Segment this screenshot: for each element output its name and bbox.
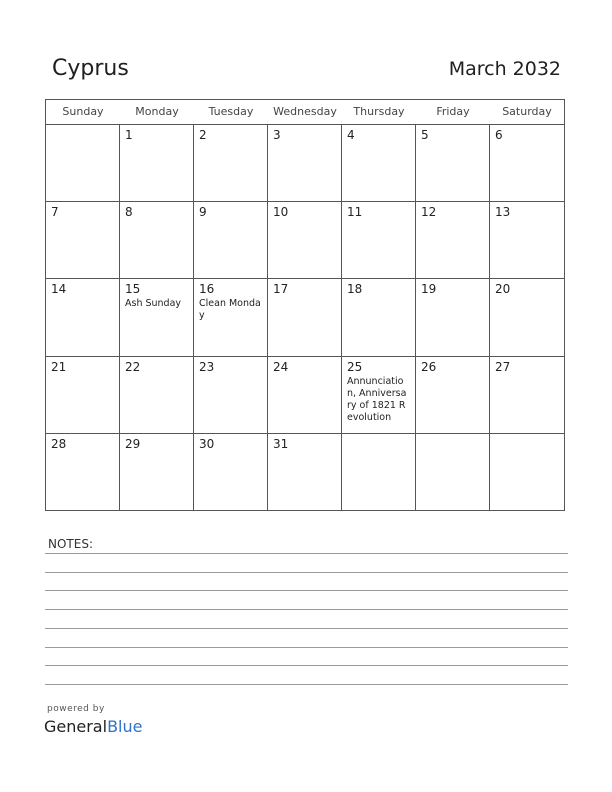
day-number: 7: [51, 205, 59, 220]
day-cell: [120, 125, 194, 202]
day-number: 11: [347, 205, 363, 220]
day-cell: [194, 434, 268, 511]
day-number: 12: [421, 205, 437, 220]
day-cell: [490, 434, 564, 511]
day-number: 31: [273, 436, 289, 451]
day-number: 6: [495, 128, 503, 142]
note-line: [45, 609, 568, 610]
brand-blue: Blue: [107, 717, 143, 736]
day-number: 26: [421, 359, 437, 374]
day-cell: [194, 357, 268, 434]
note-line: [45, 684, 568, 685]
day-number: 10: [273, 205, 289, 220]
day-number: 17: [273, 282, 289, 297]
day-number: 20: [495, 282, 511, 297]
day-number: 1: [125, 128, 133, 142]
day-cell: [416, 125, 490, 202]
note-line: [45, 572, 568, 573]
day-cell: [46, 279, 120, 356]
day-number: 30: [199, 436, 215, 451]
day-cell: [120, 434, 194, 511]
day-number: 16: [199, 282, 215, 297]
day-number: 18: [347, 282, 363, 297]
day-number: 5: [421, 128, 429, 142]
day-number: 21: [51, 359, 67, 374]
note-line: [45, 553, 568, 554]
day-number: 9: [199, 205, 207, 220]
month-title: March 2032: [448, 58, 561, 80]
weekday-wednesday: Wednesday: [273, 105, 337, 118]
day-cell: [416, 202, 490, 279]
note-line: [45, 590, 568, 591]
day-cell: [416, 434, 490, 511]
weekday-friday: Friday: [436, 105, 470, 118]
day-number: 15: [125, 282, 141, 297]
day-grid: [46, 125, 564, 511]
note-line: [45, 628, 568, 629]
weekday-sunday: Sunday: [62, 105, 104, 118]
day-number: 14: [51, 282, 67, 297]
day-cell: [416, 279, 490, 356]
day-number: 28: [51, 436, 67, 451]
day-cell: [490, 202, 564, 279]
day-cell: [342, 357, 416, 434]
day-number: 4: [347, 128, 355, 142]
calendar-grid: [45, 99, 565, 511]
day-cell: [268, 125, 342, 202]
day-number: 24: [273, 359, 289, 374]
day-cell: [342, 279, 416, 356]
day-number: 29: [125, 436, 141, 451]
day-cell: [120, 357, 194, 434]
day-cell: [46, 125, 120, 202]
day-cell: [268, 434, 342, 511]
day-number: 27: [495, 359, 511, 374]
day-cell: [490, 125, 564, 202]
brand-general: General: [44, 717, 108, 736]
day-cell: [120, 279, 194, 356]
day-cell: [490, 357, 564, 434]
powered-by-text: powered by: [47, 704, 105, 714]
day-cell: [416, 357, 490, 434]
day-cell: [46, 202, 120, 279]
holiday-label: Ash Sunday: [125, 298, 182, 310]
day-number: 19: [421, 282, 437, 297]
day-cell: [268, 357, 342, 434]
weekday-header-row: [46, 100, 564, 125]
day-number: 2: [199, 128, 207, 142]
country-title: Cyprus: [52, 56, 129, 81]
day-number: 8: [125, 205, 133, 220]
weekday-saturday: Saturday: [502, 105, 552, 118]
weekday-tuesday: Tuesday: [208, 105, 254, 118]
day-number: 25: [347, 359, 363, 374]
day-cell: [268, 279, 342, 356]
day-cell: [342, 434, 416, 511]
holiday-label: Clean Monday: [199, 298, 261, 322]
day-cell: [46, 357, 120, 434]
day-cell: [490, 279, 564, 356]
day-number: 22: [125, 359, 141, 374]
day-number: 13: [495, 205, 511, 220]
day-cell: [342, 125, 416, 202]
day-number: 23: [199, 359, 215, 374]
generalblue-logo: [44, 717, 142, 736]
day-cell: [46, 434, 120, 511]
holiday-label: Annunciation, Anniversary of 1821 Revolution: [347, 375, 407, 423]
day-cell: [342, 202, 416, 279]
day-cell: [268, 202, 342, 279]
day-cell: [194, 279, 268, 356]
weekday-monday: Monday: [135, 105, 179, 118]
day-cell: [194, 125, 268, 202]
day-cell: [194, 202, 268, 279]
note-line: [45, 647, 568, 648]
day-cell: [120, 202, 194, 279]
day-number: 3: [273, 128, 281, 142]
weekday-thursday: Thursday: [353, 105, 405, 118]
notes-label: NOTES:: [48, 537, 93, 551]
note-line: [45, 665, 568, 666]
